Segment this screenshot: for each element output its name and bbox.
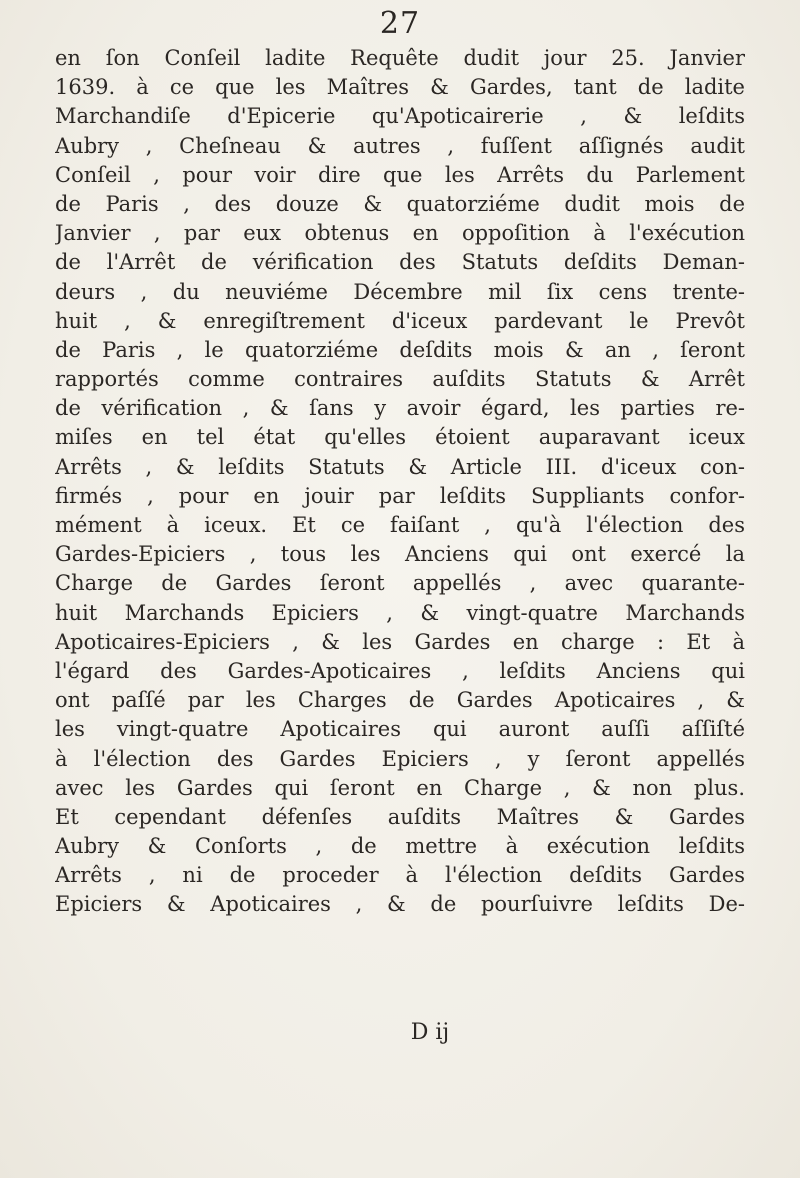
text-line: Aubry , Cheſneau & autres , fuſſent aſſignés audit bbox=[55, 133, 745, 158]
text-line: Marchandiſe d'Epicerie qu'Apoticairerie , & leſdits bbox=[55, 104, 745, 129]
text-line: miſes en tel état qu'elles étoient auparavant iceux bbox=[55, 425, 745, 450]
page-number: 27 bbox=[379, 6, 421, 41]
text-line: huit , & enregiſtrement d'iceux pardevant le Prevôt bbox=[55, 308, 745, 333]
text-line: deurs , du neuviéme Décembre mil ſix cens trente- bbox=[55, 279, 745, 304]
text-line: Et cependant défenſes auſdits Maîtres & Gardes bbox=[55, 804, 745, 829]
text-line: Arrêts , ni de proceder à l'élection deſdits Gardes bbox=[55, 863, 745, 888]
text-line: les vingt-quatre Apoticaires qui auront auſſi aſſiſté bbox=[55, 717, 745, 742]
text-line: mément à iceux. Et ce faiſant , qu'à l'élection des bbox=[55, 513, 745, 537]
text-line: rapportés comme contraires auſdits Statuts & Arrêt bbox=[55, 367, 745, 392]
text-line: avec les Gardes qui ſeront en Charge , & non plus. bbox=[55, 775, 745, 800]
text-line: de Paris , des douze & quatorziéme dudit mois de bbox=[55, 191, 745, 216]
text-line: l'égard des Gardes-Apoticaires , leſdits Anciens qui bbox=[55, 658, 745, 683]
text-line: de vérification , & ſans y avoir égard, les parties re- bbox=[55, 396, 745, 421]
text-line: Conſeil , pour voir dire que les Arrêts du Parlement bbox=[55, 162, 745, 187]
body-text bbox=[55, 44, 745, 920]
signature-mark: D ij bbox=[410, 1020, 450, 1045]
text-line: ont paſſé par les Charges de Gardes Apoticaires , & bbox=[55, 688, 745, 713]
text-line: à l'élection des Gardes Epiciers , y ſeront appellés bbox=[55, 746, 745, 771]
text-line: Aubry & Conſorts , de mettre à exécution leſdits bbox=[55, 834, 745, 859]
text-line: Janvier , par eux obtenus en oppoſition à l'exécution bbox=[55, 221, 745, 246]
text-line: Charge de Gardes ſeront appellés , avec quarante- bbox=[55, 571, 745, 596]
text-line: de Paris , le quatorziéme deſdits mois & an , ſeront bbox=[55, 337, 745, 362]
text-line: en ſon Conſeil ladite Requête dudit jour 25. Janvier bbox=[55, 46, 745, 70]
text-line: firmés , pour en jouir par leſdits Suppliants confor- bbox=[55, 483, 745, 508]
text-line: Epiciers & Apoticaires , & de pourſuivre leſdits De- bbox=[55, 892, 745, 917]
text-line: Apoticaires-Epiciers , & les Gardes en charge : Et à bbox=[55, 629, 745, 654]
text-line: de l'Arrêt de vérification des Statuts deſdits Deman- bbox=[55, 250, 745, 275]
text-line: 1639. à ce que les Maîtres & Gardes, tant de ladite bbox=[55, 75, 745, 100]
text-line: huit Marchands Epiciers , & vingt-quatre Marchands bbox=[55, 600, 745, 625]
text-line: Gardes-Epiciers , tous les Anciens qui ont exercé la bbox=[55, 542, 745, 567]
text-line: Arrêts , & leſdits Statuts & Article III. d'iceux con- bbox=[55, 454, 745, 479]
